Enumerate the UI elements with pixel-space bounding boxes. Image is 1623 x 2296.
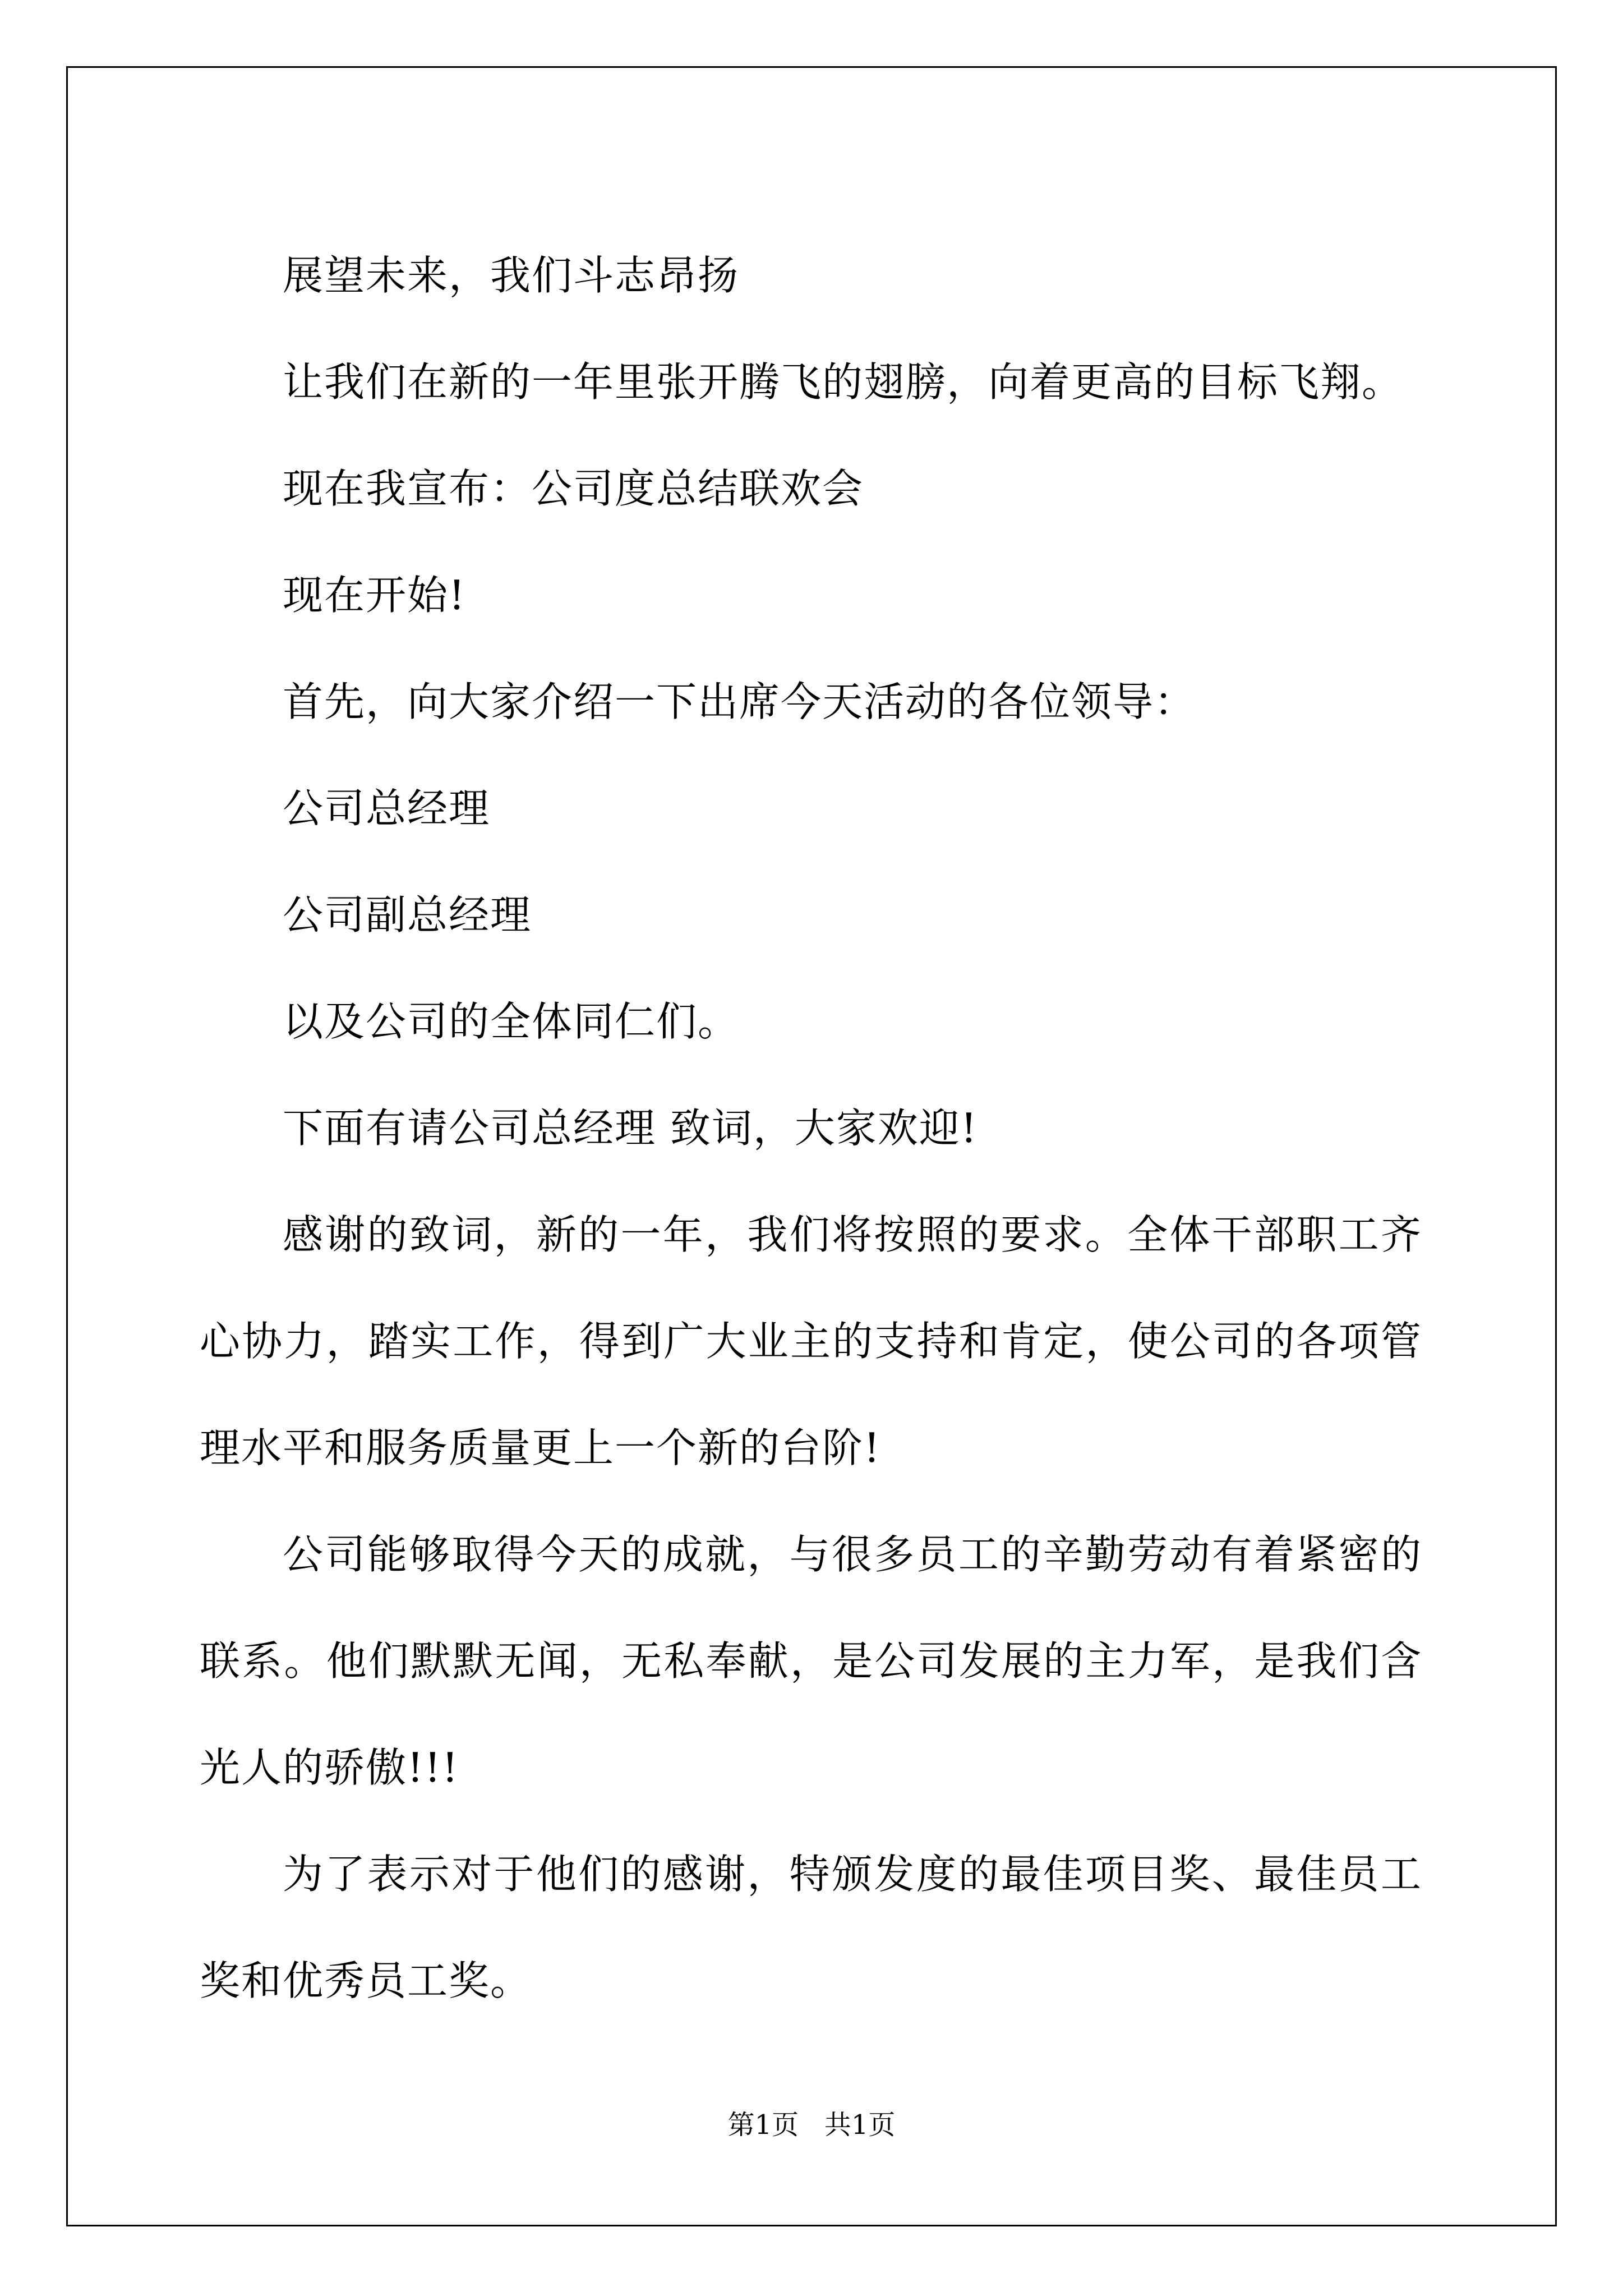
paragraph-2: 让我们在新的一年里张开腾飞的翅膀，向着更高的目标飞翔。 (283, 358, 1404, 406)
document-body (200, 222, 1422, 2034)
paragraph-4: 现在开始! (283, 572, 466, 619)
footer-gap (799, 2109, 824, 2141)
paragraph-7: 公司副总经理 (283, 891, 532, 938)
paragraph-11: 公司能够取得今天的成就，与很多员工的辛勤劳动有着紧密的联系。他们默默无闻，无私奉献，是公司发展的主力军，是我们含光人的骄傲!!! (200, 1531, 1422, 1791)
paragraph-9: 下面有请公司总经理 致词，大家欢迎! (283, 1105, 978, 1152)
paragraph-10: 感谢的致词，新的一年，我们将按照的要求。全体干部职工齐心协力，踏实工作，得到广大业主的支持和肯定，使公司的各项管理水平和服务质量更上一个新的台阶! (200, 1211, 1422, 1471)
paragraph-5: 首先，向大家介绍一下出席今天活动的各位领导： (283, 678, 1196, 725)
page-number: 第1页 (727, 2109, 799, 2141)
paragraph-1: 展望未来，我们斗志昂扬 (283, 252, 740, 299)
paragraph-8: 以及公司的全体同仁们。 (283, 998, 740, 1045)
paragraph-3: 现在我宣布：公司度总结联欢会 (283, 465, 864, 512)
paragraph-12: 为了表示对于他们的感谢，特颁发度的最佳项目奖、最佳员工奖和优秀员工奖。 (200, 1851, 1422, 2004)
page-footer (0, 2108, 1623, 2142)
paragraph-6: 公司总经理 (283, 785, 491, 832)
page-total: 共1页 (824, 2109, 896, 2141)
